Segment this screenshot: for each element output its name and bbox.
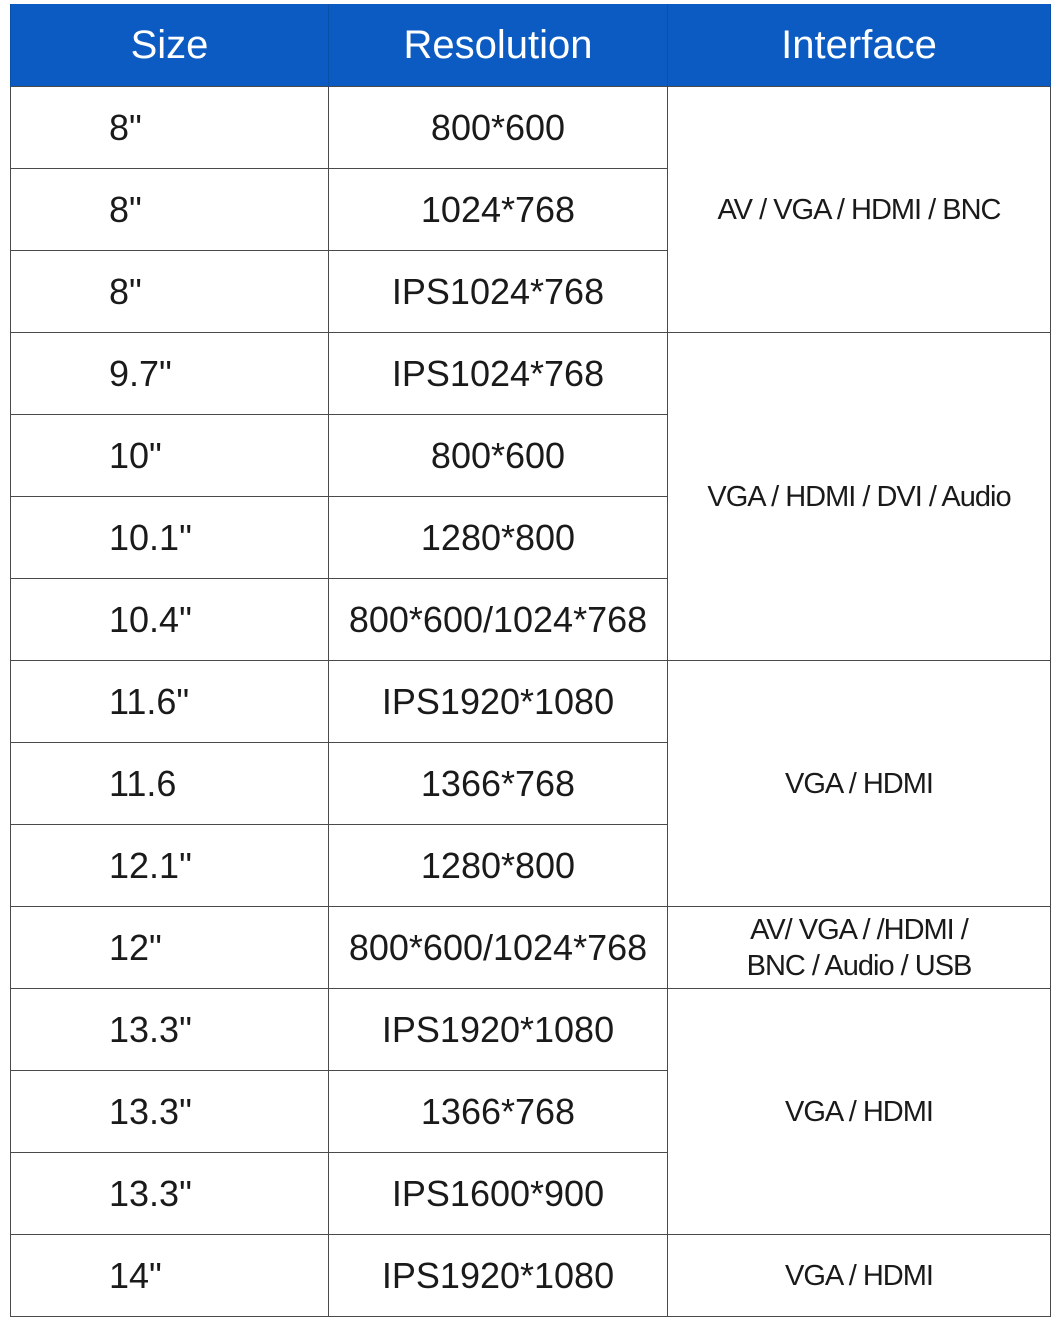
interface-cell: VGA / HDMI — [668, 661, 1051, 907]
interface-cell: VGA / HDMI — [668, 989, 1051, 1235]
size-cell: 9.7" — [11, 333, 329, 415]
resolution-cell: IPS1024*768 — [329, 333, 668, 415]
header-size: Size — [11, 4, 329, 87]
resolution-cell: 1024*768 — [329, 169, 668, 251]
interface-line: BNC / Audio / USB — [746, 949, 972, 982]
size-cell: 10.1" — [11, 497, 329, 579]
size-cell: 12.1" — [11, 825, 329, 907]
table-body — [11, 87, 1051, 1317]
interface-cell: VGA / HDMI / DVI / Audio — [668, 333, 1051, 661]
resolution-cell: IPS1920*1080 — [329, 661, 668, 743]
table-row — [11, 87, 1051, 169]
interface-cell: VGA / HDMI — [668, 1235, 1051, 1317]
resolution-cell: 800*600/1024*768 — [329, 579, 668, 661]
table-row — [11, 1235, 1051, 1317]
spec-table — [10, 4, 1051, 1317]
size-cell: 8" — [11, 169, 329, 251]
table-row — [11, 333, 1051, 415]
size-cell: 10.4" — [11, 579, 329, 661]
size-cell: 13.3" — [11, 989, 329, 1071]
resolution-cell: 1280*800 — [329, 825, 668, 907]
resolution-cell: 800*600 — [329, 415, 668, 497]
size-cell: 8" — [11, 87, 329, 169]
resolution-cell: 1366*768 — [329, 743, 668, 825]
header-interface: Interface — [668, 4, 1051, 87]
resolution-cell: 1366*768 — [329, 1071, 668, 1153]
resolution-cell: 1280*800 — [329, 497, 668, 579]
resolution-cell: 800*600 — [329, 87, 668, 169]
resolution-cell: IPS1600*900 — [329, 1153, 668, 1235]
resolution-cell: IPS1024*768 — [329, 251, 668, 333]
interface-cell — [668, 907, 1051, 989]
table-header — [11, 4, 1051, 87]
table-row — [11, 661, 1051, 743]
resolution-cell: IPS1920*1080 — [329, 1235, 668, 1317]
header-row — [11, 4, 1051, 87]
resolution-cell: IPS1920*1080 — [329, 989, 668, 1071]
interface-line: AV/ VGA / /HDMI / — [750, 913, 968, 946]
table-row — [11, 907, 1051, 989]
size-cell: 11.6 — [11, 743, 329, 825]
size-cell: 13.3" — [11, 1071, 329, 1153]
interface-cell: AV / VGA / HDMI / BNC — [668, 87, 1051, 333]
size-cell: 12" — [11, 907, 329, 989]
size-cell: 13.3" — [11, 1153, 329, 1235]
size-cell: 8" — [11, 251, 329, 333]
table-row — [11, 989, 1051, 1071]
size-cell: 10" — [11, 415, 329, 497]
resolution-cell: 800*600/1024*768 — [329, 907, 668, 989]
header-resolution: Resolution — [329, 4, 668, 87]
size-cell: 11.6" — [11, 661, 329, 743]
size-cell: 14" — [11, 1235, 329, 1317]
